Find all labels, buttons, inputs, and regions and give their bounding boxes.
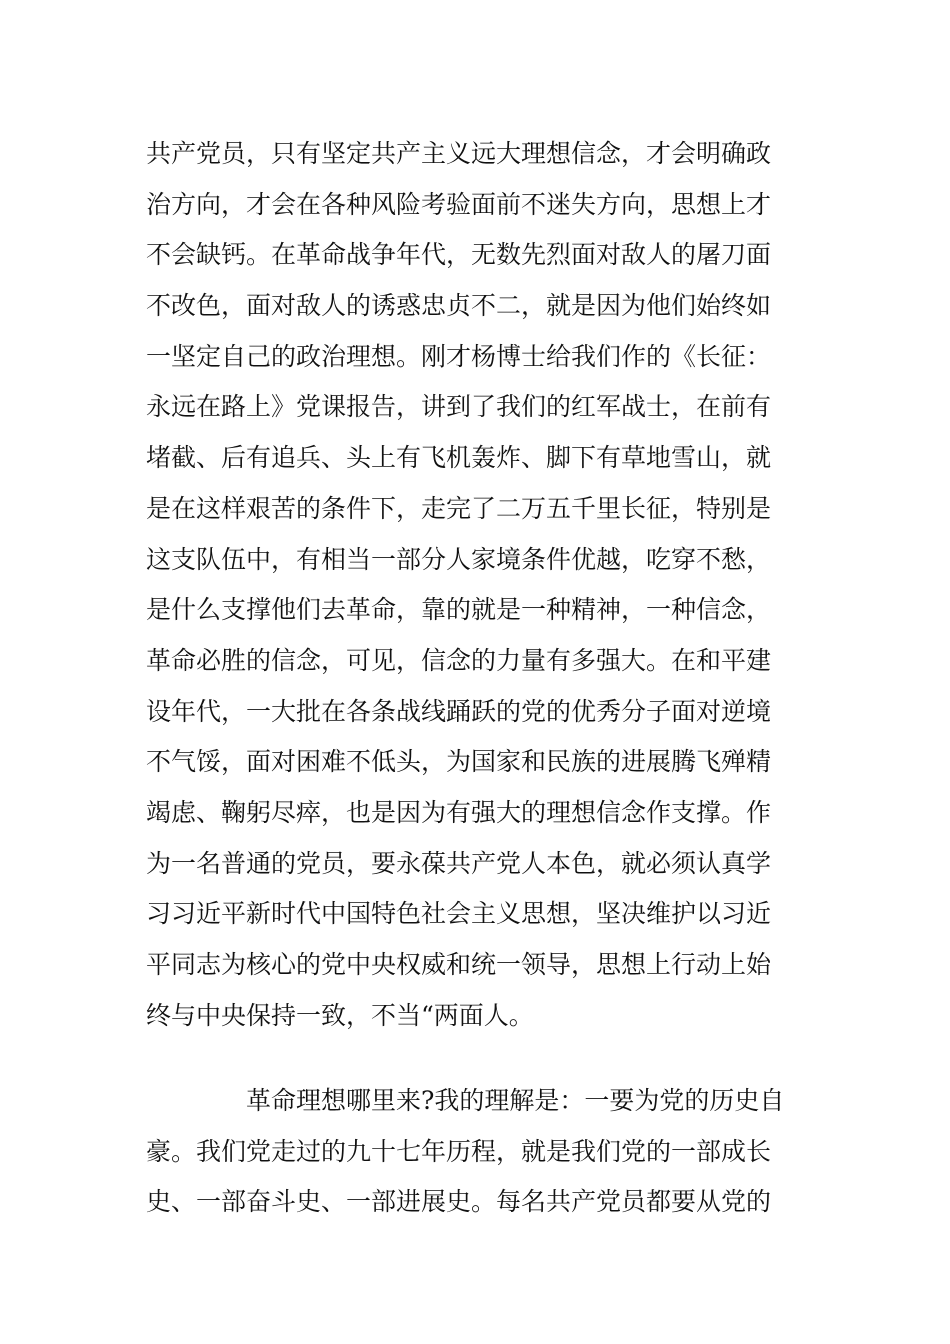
text-line: 是在这样艰苦的条件下，走完了二万五千里长征，特别是 [146, 493, 772, 523]
text-line: 豪。我们党走过的九十七年历程，就是我们党的一部成长 [146, 1136, 772, 1166]
text-line: 革命理想哪里来?我的理解是：一要为党的历史自 [246, 1086, 785, 1115]
text-line: 这支队伍中，有相当一部分人家境条件优越，吃穿不愁， [146, 544, 772, 574]
text-line: 平同志为核心的党中央权威和统一领导，思想上行动上始 [146, 950, 772, 979]
text-line: 治方向，才会在各种风险考验面前不迷失方向，思想上才 [146, 189, 772, 219]
text-line: 为一名普通的党员，要永葆共产党人本色，就必须认真学 [146, 848, 772, 878]
text-line: 史、一部奋斗史、一部进展史。每名共产党员都要从党的 [146, 1187, 772, 1217]
text-line: 不改色，面对敌人的诱惑忠贞不二，就是因为他们始终如 [146, 291, 772, 321]
paragraph-1 [146, 129, 816, 1041]
text-line: 竭虑、鞠躬尽瘁，也是因为有强大的理想信念作支撑。作 [146, 797, 772, 827]
text-line: 共产党员，只有坚定共产主义远大理想信念，才会明确政 [146, 139, 772, 168]
text-line: 不会缺钙。在革命战争年代，无数先烈面对敌人的屠刀面 [146, 240, 772, 270]
text-line: 设年代，一大批在各条战线踊跃的党的优秀分子面对逆境 [146, 696, 772, 726]
text-line: 堵截、后有追兵、头上有飞机轰炸、脚下有草地雪山，就 [146, 443, 772, 473]
text-line: 永远在路上》党课报告，讲到了我们的红军战士，在前有 [146, 392, 772, 422]
text-line: 终与中央保持一致，不当“两面人。 [146, 1000, 534, 1030]
paragraph-2 [146, 1076, 816, 1228]
text-line: 习习近平新时代中国特色社会主义思想，坚决维护以习近 [146, 899, 772, 929]
text-line: 不气馁，面对困难不低头，为国家和民族的进展腾飞殚精 [146, 747, 772, 777]
text-line: 是什么支撑他们去革命，靠的就是一种精神，一种信念， [146, 595, 772, 625]
text-line: 革命必胜的信念，可见，信念的力量有多强大。在和平建 [146, 645, 772, 675]
text-line: 一坚定自己的政治理想。刚才杨博士给我们作的《长征： [146, 341, 772, 371]
